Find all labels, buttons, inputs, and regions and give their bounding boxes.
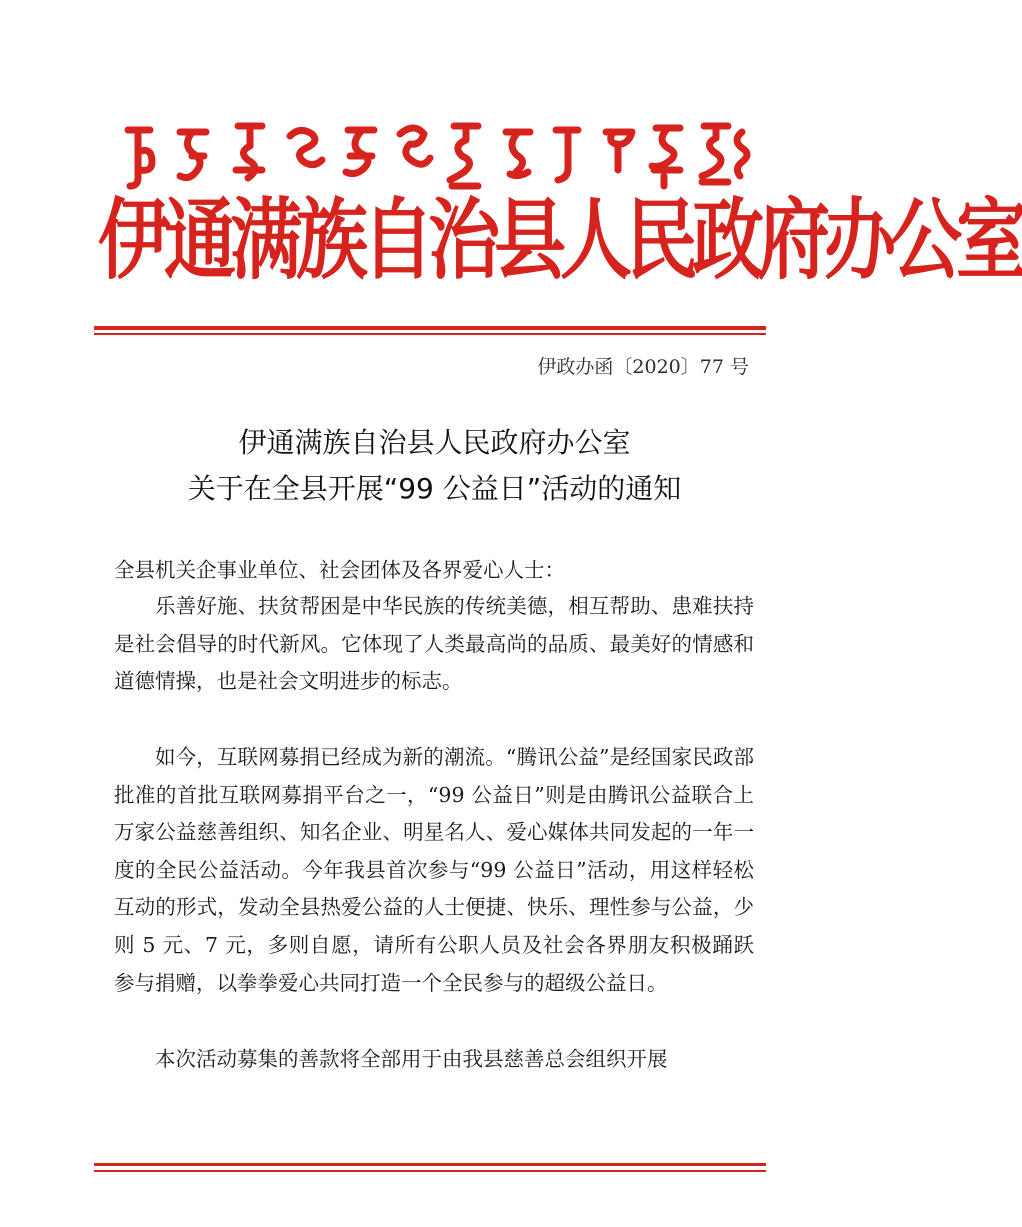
rule-thick-line <box>94 326 766 330</box>
body-paragraph: 乐善好施、扶贫帮困是中华民族的传统美德，相互帮助、患难扶持是社会倡导的时代新风。它体现了人类最高尚的品质、最美好的情感和道德情操，也是社会文明进步的标志。 <box>114 594 754 694</box>
body-paragraph: 如今，互联网募捐已经成为新的潮流。“腾讯公益”是经国家民政部批准的首批互联网募捐平台之一，“99 公益日”则是由腾讯公益联合上万家公益慈善组织、知名企业、明星名人、爱心媒体共同发起的一年一度的全民公益活动。今年我县首次参与“99 公益日”活动，用这样轻松互动的形式，发动全县热爱公益的人士便捷、快乐、理性参与公益，少则 5 元、7 元，多则自愿，请所有公职人员及社会各界朋友积极踊跃参与捐赠，以拳拳爱心共同打造一个全民参与的超级公益日。 <box>114 745 754 995</box>
body-paragraph: 本次活动募集的善款将全部用于由我县慈善总会组织开展 <box>155 1047 668 1071</box>
footer-red-rule <box>94 1163 766 1173</box>
document-title-line-2: 关于在全县开展“99 公益日”活动的通知 <box>187 472 682 505</box>
document-title-line-1: 伊通满族自治县人民政府办公室 <box>238 426 631 459</box>
salutation: 全县机关企事业单位、社会团体及各界爱心人士： <box>114 558 565 582</box>
rule-thin-line <box>94 333 766 335</box>
document-number: 伊政办函〔2020〕77 号 <box>537 356 749 378</box>
mongolian-letterhead-script <box>118 112 758 192</box>
rule-thin-line <box>94 1170 766 1172</box>
letterhead-org-name: 伊通满族自治县人民政府办公室 <box>98 188 1022 292</box>
letterhead-red-rule <box>94 326 766 336</box>
rule-thick-line <box>94 1163 766 1166</box>
